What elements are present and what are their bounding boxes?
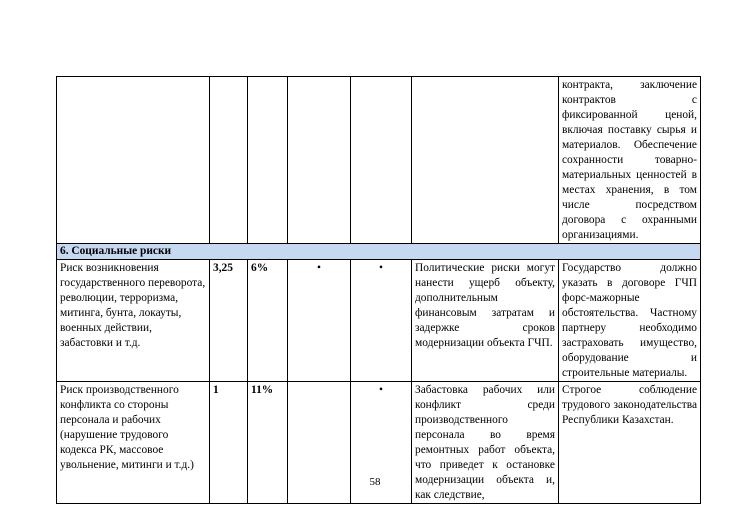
table-row (57, 77, 701, 244)
marker-cell (288, 77, 351, 244)
risk-cell (57, 77, 210, 244)
share-cell: 6% (248, 260, 288, 382)
impact-cell: Забастовка рабочих или конфликт среди производственного персонала во время ремонтных работ объекта, что приведет к остановке модернизации объекта и, как следствие, (412, 382, 559, 504)
score-cell: 1 (210, 382, 248, 504)
impact-cell: Политические риски могут нанести ущерб объекту, дополнительным финансовым затратам и задержке сроков модернизации объекта ГЧП. (412, 260, 559, 382)
table-row (57, 260, 701, 382)
marker-cell: • (351, 382, 412, 504)
marker-cell: • (288, 260, 351, 382)
page-number: 58 (369, 476, 381, 488)
section-title: 6. Социальные риски (57, 244, 701, 260)
measures-cell: Государство должно указать в договоре ГЧП форс-мажорные обстоятельства. Частному партнеру необходимо застраховать имущество, оборудование и строительные материалы. (559, 260, 701, 382)
share-cell (248, 77, 288, 244)
measures-cell: Строгое соблюдение трудового законодательства Республики Казахстан. (559, 382, 701, 504)
share-cell: 11% (248, 382, 288, 504)
measures-cell: контракта, заключение контрактов с фиксированной ценой, включая поставку сырья и материалов. Обеспечение сохранности товарно-материальных ценностей в местах хранения, в том числе посредством договора с охранными организациями. (559, 77, 701, 244)
score-cell (210, 77, 248, 244)
risk-cell: Риск производственного конфликта со стороны персонала и рабочих (нарушение трудового кодекса РК, массовое увольнение, митинги и т.д.) (57, 382, 210, 504)
risk-table (56, 76, 701, 504)
score-cell: 3,25 (210, 260, 248, 382)
impact-cell (412, 77, 559, 244)
marker-cell: • (351, 260, 412, 382)
marker-cell (351, 77, 412, 244)
section-header-row (57, 244, 701, 260)
risk-cell: Риск возникновения государственного переворота, революции, терроризма, митинга, бунта, локауты, военных действии, забастовки и т.д. (57, 260, 210, 382)
